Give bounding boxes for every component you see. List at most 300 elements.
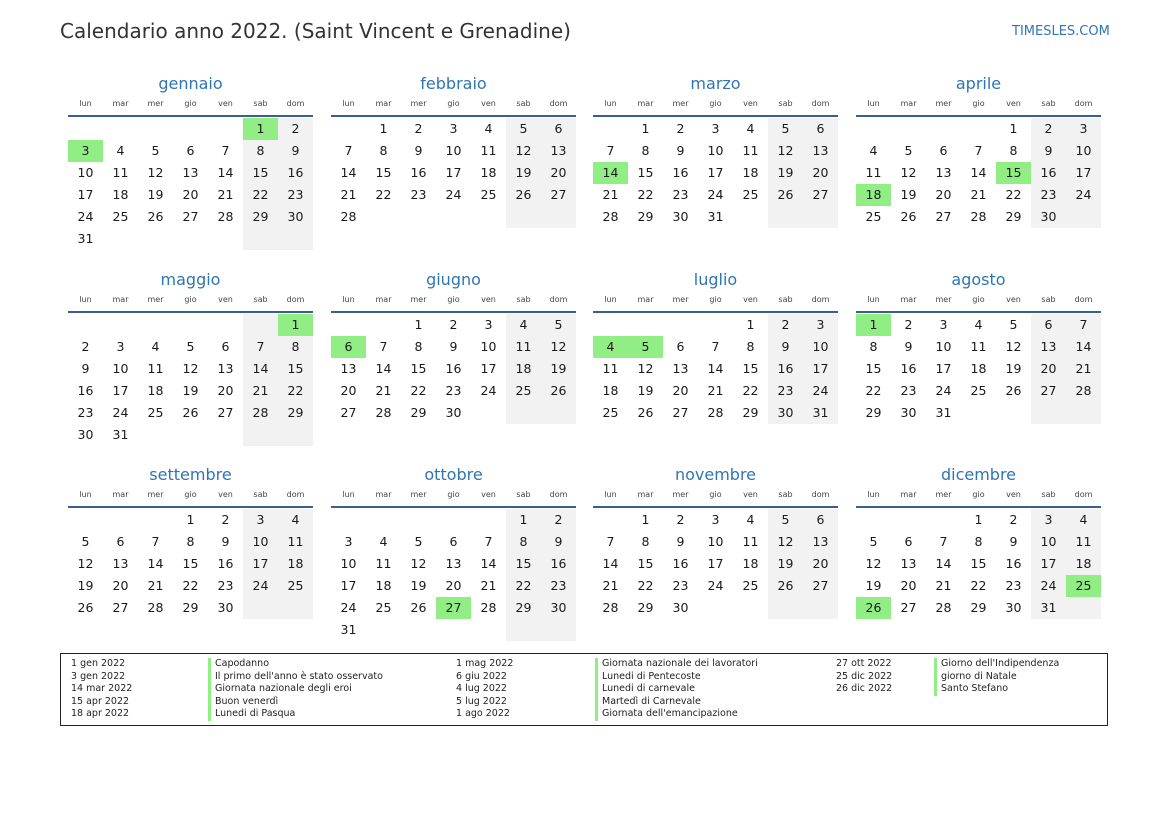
day-cell[interactable]: 17: [445, 165, 462, 180]
day-cell[interactable]: 4: [1079, 512, 1088, 527]
day-cell[interactable]: 9: [81, 361, 90, 376]
day-cell[interactable]: 28: [707, 405, 724, 420]
holiday-day-cell[interactable]: 6: [331, 336, 366, 358]
day-cell[interactable]: 21: [480, 578, 497, 593]
holiday-day-cell[interactable]: 18: [856, 184, 891, 206]
day-cell[interactable]: 24: [77, 209, 94, 224]
day-cell[interactable]: 7: [151, 534, 160, 549]
day-cell[interactable]: 18: [480, 165, 497, 180]
day-cell[interactable]: 17: [707, 556, 724, 571]
day-cell[interactable]: 11: [515, 339, 532, 354]
day-cell[interactable]: 1: [186, 512, 195, 527]
day-cell[interactable]: 8: [186, 534, 195, 549]
day-cell[interactable]: 17: [812, 361, 829, 376]
day-cell[interactable]: 29: [637, 600, 654, 615]
day-cell[interactable]: 22: [637, 187, 654, 202]
day-cell[interactable]: 23: [900, 383, 917, 398]
day-cell[interactable]: 21: [147, 578, 164, 593]
day-cell[interactable]: 20: [340, 383, 357, 398]
day-cell[interactable]: 23: [777, 383, 794, 398]
day-cell[interactable]: 17: [935, 361, 952, 376]
day-cell[interactable]: 18: [112, 187, 129, 202]
day-cell[interactable]: 6: [221, 339, 230, 354]
day-cell[interactable]: 2: [904, 317, 913, 332]
day-cell[interactable]: 11: [375, 556, 392, 571]
day-cell[interactable]: 7: [379, 339, 388, 354]
day-cell[interactable]: 25: [480, 187, 497, 202]
day-cell[interactable]: 6: [904, 534, 913, 549]
day-cell[interactable]: 12: [550, 339, 567, 354]
day-cell[interactable]: 8: [1009, 143, 1018, 158]
day-cell[interactable]: 8: [746, 339, 755, 354]
day-cell[interactable]: 7: [1079, 317, 1088, 332]
day-cell[interactable]: 3: [816, 317, 825, 332]
day-cell[interactable]: 2: [291, 121, 300, 136]
day-cell[interactable]: 7: [484, 534, 493, 549]
day-cell[interactable]: 7: [606, 143, 615, 158]
day-cell[interactable]: 24: [1040, 578, 1057, 593]
day-cell[interactable]: 14: [707, 361, 724, 376]
day-cell[interactable]: 24: [1075, 187, 1092, 202]
holiday-day-cell[interactable]: 3: [68, 140, 103, 162]
day-cell[interactable]: 21: [217, 187, 234, 202]
day-cell[interactable]: 31: [112, 427, 129, 442]
day-cell[interactable]: 2: [221, 512, 230, 527]
day-cell[interactable]: 1: [641, 121, 650, 136]
day-cell[interactable]: 7: [939, 534, 948, 549]
day-cell[interactable]: 24: [707, 578, 724, 593]
day-cell[interactable]: 26: [777, 578, 794, 593]
day-cell[interactable]: 11: [147, 361, 164, 376]
day-cell[interactable]: 6: [116, 534, 125, 549]
day-cell[interactable]: 1: [746, 317, 755, 332]
day-cell[interactable]: 15: [252, 165, 269, 180]
day-cell[interactable]: 20: [672, 383, 689, 398]
day-cell[interactable]: 14: [217, 165, 234, 180]
day-cell[interactable]: 25: [865, 209, 882, 224]
day-cell[interactable]: 13: [935, 165, 952, 180]
day-cell[interactable]: 16: [217, 556, 234, 571]
day-cell[interactable]: 27: [812, 578, 829, 593]
day-cell[interactable]: 21: [340, 187, 357, 202]
day-cell[interactable]: 22: [287, 383, 304, 398]
day-cell[interactable]: 2: [554, 512, 563, 527]
day-cell[interactable]: 15: [375, 165, 392, 180]
day-cell[interactable]: 28: [340, 209, 357, 224]
day-cell[interactable]: 4: [519, 317, 528, 332]
day-cell[interactable]: 24: [112, 405, 129, 420]
day-cell[interactable]: 8: [641, 143, 650, 158]
day-cell[interactable]: 6: [939, 143, 948, 158]
day-cell[interactable]: 3: [256, 512, 265, 527]
day-cell[interactable]: 22: [742, 383, 759, 398]
day-cell[interactable]: 18: [602, 383, 619, 398]
day-cell[interactable]: 2: [676, 512, 685, 527]
day-cell[interactable]: 4: [746, 512, 755, 527]
day-cell[interactable]: 5: [151, 143, 160, 158]
day-cell[interactable]: 30: [217, 600, 234, 615]
day-cell[interactable]: 15: [637, 556, 654, 571]
day-cell[interactable]: 27: [112, 600, 129, 615]
day-cell[interactable]: 14: [340, 165, 357, 180]
day-cell[interactable]: 26: [147, 209, 164, 224]
holiday-day-cell[interactable]: 4: [593, 336, 628, 358]
day-cell[interactable]: 27: [812, 187, 829, 202]
day-cell[interactable]: 16: [900, 361, 917, 376]
day-cell[interactable]: 8: [414, 339, 423, 354]
day-cell[interactable]: 7: [606, 534, 615, 549]
day-cell[interactable]: 19: [777, 165, 794, 180]
holiday-day-cell[interactable]: 25: [1066, 575, 1101, 597]
day-cell[interactable]: 31: [707, 209, 724, 224]
day-cell[interactable]: 20: [217, 383, 234, 398]
day-cell[interactable]: 13: [672, 361, 689, 376]
day-cell[interactable]: 30: [77, 427, 94, 442]
day-cell[interactable]: 11: [112, 165, 129, 180]
day-cell[interactable]: 23: [410, 187, 427, 202]
day-cell[interactable]: 17: [480, 361, 497, 376]
day-cell[interactable]: 7: [974, 143, 983, 158]
day-cell[interactable]: 30: [777, 405, 794, 420]
day-cell[interactable]: 30: [900, 405, 917, 420]
day-cell[interactable]: 7: [256, 339, 265, 354]
day-cell[interactable]: 29: [865, 405, 882, 420]
day-cell[interactable]: 9: [1009, 534, 1018, 549]
day-cell[interactable]: 17: [707, 165, 724, 180]
day-cell[interactable]: 24: [812, 383, 829, 398]
day-cell[interactable]: 5: [554, 317, 563, 332]
day-cell[interactable]: 12: [900, 165, 917, 180]
day-cell[interactable]: 10: [812, 339, 829, 354]
day-cell[interactable]: 9: [414, 143, 423, 158]
day-cell[interactable]: 23: [77, 405, 94, 420]
day-cell[interactable]: 8: [519, 534, 528, 549]
day-cell[interactable]: 2: [1044, 121, 1053, 136]
day-cell[interactable]: 28: [970, 209, 987, 224]
day-cell[interactable]: 9: [781, 339, 790, 354]
day-cell[interactable]: 15: [182, 556, 199, 571]
day-cell[interactable]: 5: [1009, 317, 1018, 332]
day-cell[interactable]: 22: [375, 187, 392, 202]
day-cell[interactable]: 17: [252, 556, 269, 571]
holiday-day-cell[interactable]: 1: [856, 314, 891, 336]
day-cell[interactable]: 18: [742, 165, 759, 180]
day-cell[interactable]: 26: [182, 405, 199, 420]
day-cell[interactable]: 30: [1040, 209, 1057, 224]
day-cell[interactable]: 3: [711, 512, 720, 527]
day-cell[interactable]: 29: [182, 600, 199, 615]
day-cell[interactable]: 29: [287, 405, 304, 420]
day-cell[interactable]: 15: [515, 556, 532, 571]
day-cell[interactable]: 23: [672, 578, 689, 593]
holiday-day-cell[interactable]: 14: [593, 162, 628, 184]
day-cell[interactable]: 1: [379, 121, 388, 136]
day-cell[interactable]: 7: [344, 143, 353, 158]
day-cell[interactable]: 25: [147, 405, 164, 420]
day-cell[interactable]: 31: [1040, 600, 1057, 615]
day-cell[interactable]: 7: [221, 143, 230, 158]
day-cell[interactable]: 28: [602, 600, 619, 615]
day-cell[interactable]: 3: [1079, 121, 1088, 136]
holiday-day-cell[interactable]: 27: [436, 597, 471, 619]
day-cell[interactable]: 10: [112, 361, 129, 376]
day-cell[interactable]: 12: [1005, 339, 1022, 354]
day-cell[interactable]: 6: [186, 143, 195, 158]
site-link[interactable]: TIMESLES.COM: [1012, 24, 1110, 39]
day-cell[interactable]: 14: [935, 556, 952, 571]
day-cell[interactable]: 27: [340, 405, 357, 420]
day-cell[interactable]: 18: [970, 361, 987, 376]
day-cell[interactable]: 8: [974, 534, 983, 549]
day-cell[interactable]: 14: [375, 361, 392, 376]
day-cell[interactable]: 19: [900, 187, 917, 202]
day-cell[interactable]: 20: [935, 187, 952, 202]
day-cell[interactable]: 14: [252, 361, 269, 376]
day-cell[interactable]: 19: [550, 361, 567, 376]
day-cell[interactable]: 5: [869, 534, 878, 549]
day-cell[interactable]: 5: [781, 121, 790, 136]
day-cell[interactable]: 10: [707, 143, 724, 158]
day-cell[interactable]: 15: [742, 361, 759, 376]
day-cell[interactable]: 9: [554, 534, 563, 549]
day-cell[interactable]: 30: [445, 405, 462, 420]
day-cell[interactable]: 30: [1005, 600, 1022, 615]
day-cell[interactable]: 17: [112, 383, 129, 398]
day-cell[interactable]: 5: [414, 534, 423, 549]
day-cell[interactable]: 16: [1040, 165, 1057, 180]
day-cell[interactable]: 21: [1075, 361, 1092, 376]
day-cell[interactable]: 11: [480, 143, 497, 158]
day-cell[interactable]: 24: [340, 600, 357, 615]
day-cell[interactable]: 24: [707, 187, 724, 202]
day-cell[interactable]: 29: [410, 405, 427, 420]
day-cell[interactable]: 26: [410, 600, 427, 615]
day-cell[interactable]: 1: [974, 512, 983, 527]
day-cell[interactable]: 2: [449, 317, 458, 332]
day-cell[interactable]: 25: [742, 187, 759, 202]
day-cell[interactable]: 21: [602, 578, 619, 593]
day-cell[interactable]: 13: [217, 361, 234, 376]
day-cell[interactable]: 12: [410, 556, 427, 571]
day-cell[interactable]: 4: [869, 143, 878, 158]
day-cell[interactable]: 27: [182, 209, 199, 224]
day-cell[interactable]: 19: [777, 556, 794, 571]
day-cell[interactable]: 4: [484, 121, 493, 136]
day-cell[interactable]: 8: [256, 143, 265, 158]
day-cell[interactable]: 11: [1075, 534, 1092, 549]
day-cell[interactable]: 16: [1005, 556, 1022, 571]
day-cell[interactable]: 10: [707, 534, 724, 549]
day-cell[interactable]: 10: [252, 534, 269, 549]
day-cell[interactable]: 28: [480, 600, 497, 615]
day-cell[interactable]: 22: [865, 383, 882, 398]
day-cell[interactable]: 9: [291, 143, 300, 158]
day-cell[interactable]: 20: [812, 165, 829, 180]
day-cell[interactable]: 28: [375, 405, 392, 420]
day-cell[interactable]: 26: [515, 187, 532, 202]
day-cell[interactable]: 21: [375, 383, 392, 398]
day-cell[interactable]: 9: [1044, 143, 1053, 158]
day-cell[interactable]: 2: [414, 121, 423, 136]
day-cell[interactable]: 19: [515, 165, 532, 180]
day-cell[interactable]: 25: [375, 600, 392, 615]
day-cell[interactable]: 6: [676, 339, 685, 354]
day-cell[interactable]: 28: [147, 600, 164, 615]
day-cell[interactable]: 29: [637, 209, 654, 224]
day-cell[interactable]: 21: [707, 383, 724, 398]
day-cell[interactable]: 4: [151, 339, 160, 354]
day-cell[interactable]: 16: [445, 361, 462, 376]
day-cell[interactable]: 20: [1040, 361, 1057, 376]
day-cell[interactable]: 10: [445, 143, 462, 158]
day-cell[interactable]: 3: [449, 121, 458, 136]
day-cell[interactable]: 12: [182, 361, 199, 376]
day-cell[interactable]: 23: [550, 578, 567, 593]
day-cell[interactable]: 6: [1044, 317, 1053, 332]
day-cell[interactable]: 16: [77, 383, 94, 398]
day-cell[interactable]: 11: [865, 165, 882, 180]
day-cell[interactable]: 3: [116, 339, 125, 354]
day-cell[interactable]: 11: [970, 339, 987, 354]
day-cell[interactable]: 24: [445, 187, 462, 202]
day-cell[interactable]: 13: [182, 165, 199, 180]
day-cell[interactable]: 23: [1040, 187, 1057, 202]
day-cell[interactable]: 27: [550, 187, 567, 202]
day-cell[interactable]: 1: [1009, 121, 1018, 136]
day-cell[interactable]: 8: [869, 339, 878, 354]
day-cell[interactable]: 15: [287, 361, 304, 376]
day-cell[interactable]: 6: [449, 534, 458, 549]
day-cell[interactable]: 26: [900, 209, 917, 224]
day-cell[interactable]: 16: [550, 556, 567, 571]
day-cell[interactable]: 24: [252, 578, 269, 593]
day-cell[interactable]: 13: [900, 556, 917, 571]
day-cell[interactable]: 27: [672, 405, 689, 420]
day-cell[interactable]: 28: [935, 600, 952, 615]
day-cell[interactable]: 28: [1075, 383, 1092, 398]
day-cell[interactable]: 25: [515, 383, 532, 398]
day-cell[interactable]: 9: [676, 534, 685, 549]
day-cell[interactable]: 4: [746, 121, 755, 136]
day-cell[interactable]: 18: [287, 556, 304, 571]
day-cell[interactable]: 22: [1005, 187, 1022, 202]
day-cell[interactable]: 16: [672, 556, 689, 571]
day-cell[interactable]: 29: [1005, 209, 1022, 224]
day-cell[interactable]: 26: [550, 383, 567, 398]
day-cell[interactable]: 9: [676, 143, 685, 158]
day-cell[interactable]: 23: [217, 578, 234, 593]
day-cell[interactable]: 11: [742, 534, 759, 549]
day-cell[interactable]: 18: [1075, 556, 1092, 571]
day-cell[interactable]: 23: [672, 187, 689, 202]
day-cell[interactable]: 14: [970, 165, 987, 180]
day-cell[interactable]: 21: [252, 383, 269, 398]
day-cell[interactable]: 12: [637, 361, 654, 376]
day-cell[interactable]: 7: [711, 339, 720, 354]
day-cell[interactable]: 27: [1040, 383, 1057, 398]
holiday-day-cell[interactable]: 1: [278, 314, 313, 336]
day-cell[interactable]: 11: [742, 143, 759, 158]
day-cell[interactable]: 10: [935, 339, 952, 354]
day-cell[interactable]: 2: [676, 121, 685, 136]
day-cell[interactable]: 23: [1005, 578, 1022, 593]
day-cell[interactable]: 15: [970, 556, 987, 571]
day-cell[interactable]: 30: [550, 600, 567, 615]
day-cell[interactable]: 24: [480, 383, 497, 398]
day-cell[interactable]: 26: [77, 600, 94, 615]
day-cell[interactable]: 22: [515, 578, 532, 593]
day-cell[interactable]: 19: [77, 578, 94, 593]
day-cell[interactable]: 20: [550, 165, 567, 180]
day-cell[interactable]: 20: [112, 578, 129, 593]
day-cell[interactable]: 8: [641, 534, 650, 549]
day-cell[interactable]: 19: [865, 578, 882, 593]
day-cell[interactable]: 30: [672, 209, 689, 224]
day-cell[interactable]: 23: [445, 383, 462, 398]
day-cell[interactable]: 14: [480, 556, 497, 571]
holiday-day-cell[interactable]: 15: [996, 162, 1031, 184]
day-cell[interactable]: 25: [742, 578, 759, 593]
day-cell[interactable]: 28: [602, 209, 619, 224]
day-cell[interactable]: 14: [147, 556, 164, 571]
day-cell[interactable]: 17: [340, 578, 357, 593]
day-cell[interactable]: 13: [112, 556, 129, 571]
day-cell[interactable]: 10: [1075, 143, 1092, 158]
day-cell[interactable]: 12: [777, 534, 794, 549]
day-cell[interactable]: 11: [287, 534, 304, 549]
day-cell[interactable]: 1: [641, 512, 650, 527]
day-cell[interactable]: 13: [550, 143, 567, 158]
day-cell[interactable]: 9: [904, 339, 913, 354]
day-cell[interactable]: 28: [252, 405, 269, 420]
day-cell[interactable]: 20: [182, 187, 199, 202]
holiday-day-cell[interactable]: 5: [628, 336, 663, 358]
day-cell[interactable]: 31: [340, 622, 357, 637]
day-cell[interactable]: 18: [742, 556, 759, 571]
day-cell[interactable]: 18: [147, 383, 164, 398]
day-cell[interactable]: 15: [865, 361, 882, 376]
day-cell[interactable]: 12: [77, 556, 94, 571]
day-cell[interactable]: 6: [554, 121, 563, 136]
day-cell[interactable]: 14: [1075, 339, 1092, 354]
day-cell[interactable]: 13: [812, 534, 829, 549]
day-cell[interactable]: 14: [602, 556, 619, 571]
day-cell[interactable]: 31: [77, 231, 94, 246]
day-cell[interactable]: 28: [217, 209, 234, 224]
holiday-day-cell[interactable]: 26: [856, 597, 891, 619]
day-cell[interactable]: 27: [935, 209, 952, 224]
day-cell[interactable]: 6: [816, 512, 825, 527]
day-cell[interactable]: 13: [340, 361, 357, 376]
day-cell[interactable]: 12: [777, 143, 794, 158]
day-cell[interactable]: 3: [711, 121, 720, 136]
day-cell[interactable]: 12: [147, 165, 164, 180]
day-cell[interactable]: 21: [602, 187, 619, 202]
day-cell[interactable]: 17: [77, 187, 94, 202]
day-cell[interactable]: 9: [449, 339, 458, 354]
day-cell[interactable]: 13: [1040, 339, 1057, 354]
day-cell[interactable]: 12: [865, 556, 882, 571]
day-cell[interactable]: 21: [935, 578, 952, 593]
day-cell[interactable]: 25: [970, 383, 987, 398]
day-cell[interactable]: 19: [410, 578, 427, 593]
day-cell[interactable]: 19: [147, 187, 164, 202]
day-cell[interactable]: 25: [602, 405, 619, 420]
day-cell[interactable]: 4: [291, 512, 300, 527]
day-cell[interactable]: 21: [970, 187, 987, 202]
day-cell[interactable]: 10: [480, 339, 497, 354]
day-cell[interactable]: 25: [112, 209, 129, 224]
